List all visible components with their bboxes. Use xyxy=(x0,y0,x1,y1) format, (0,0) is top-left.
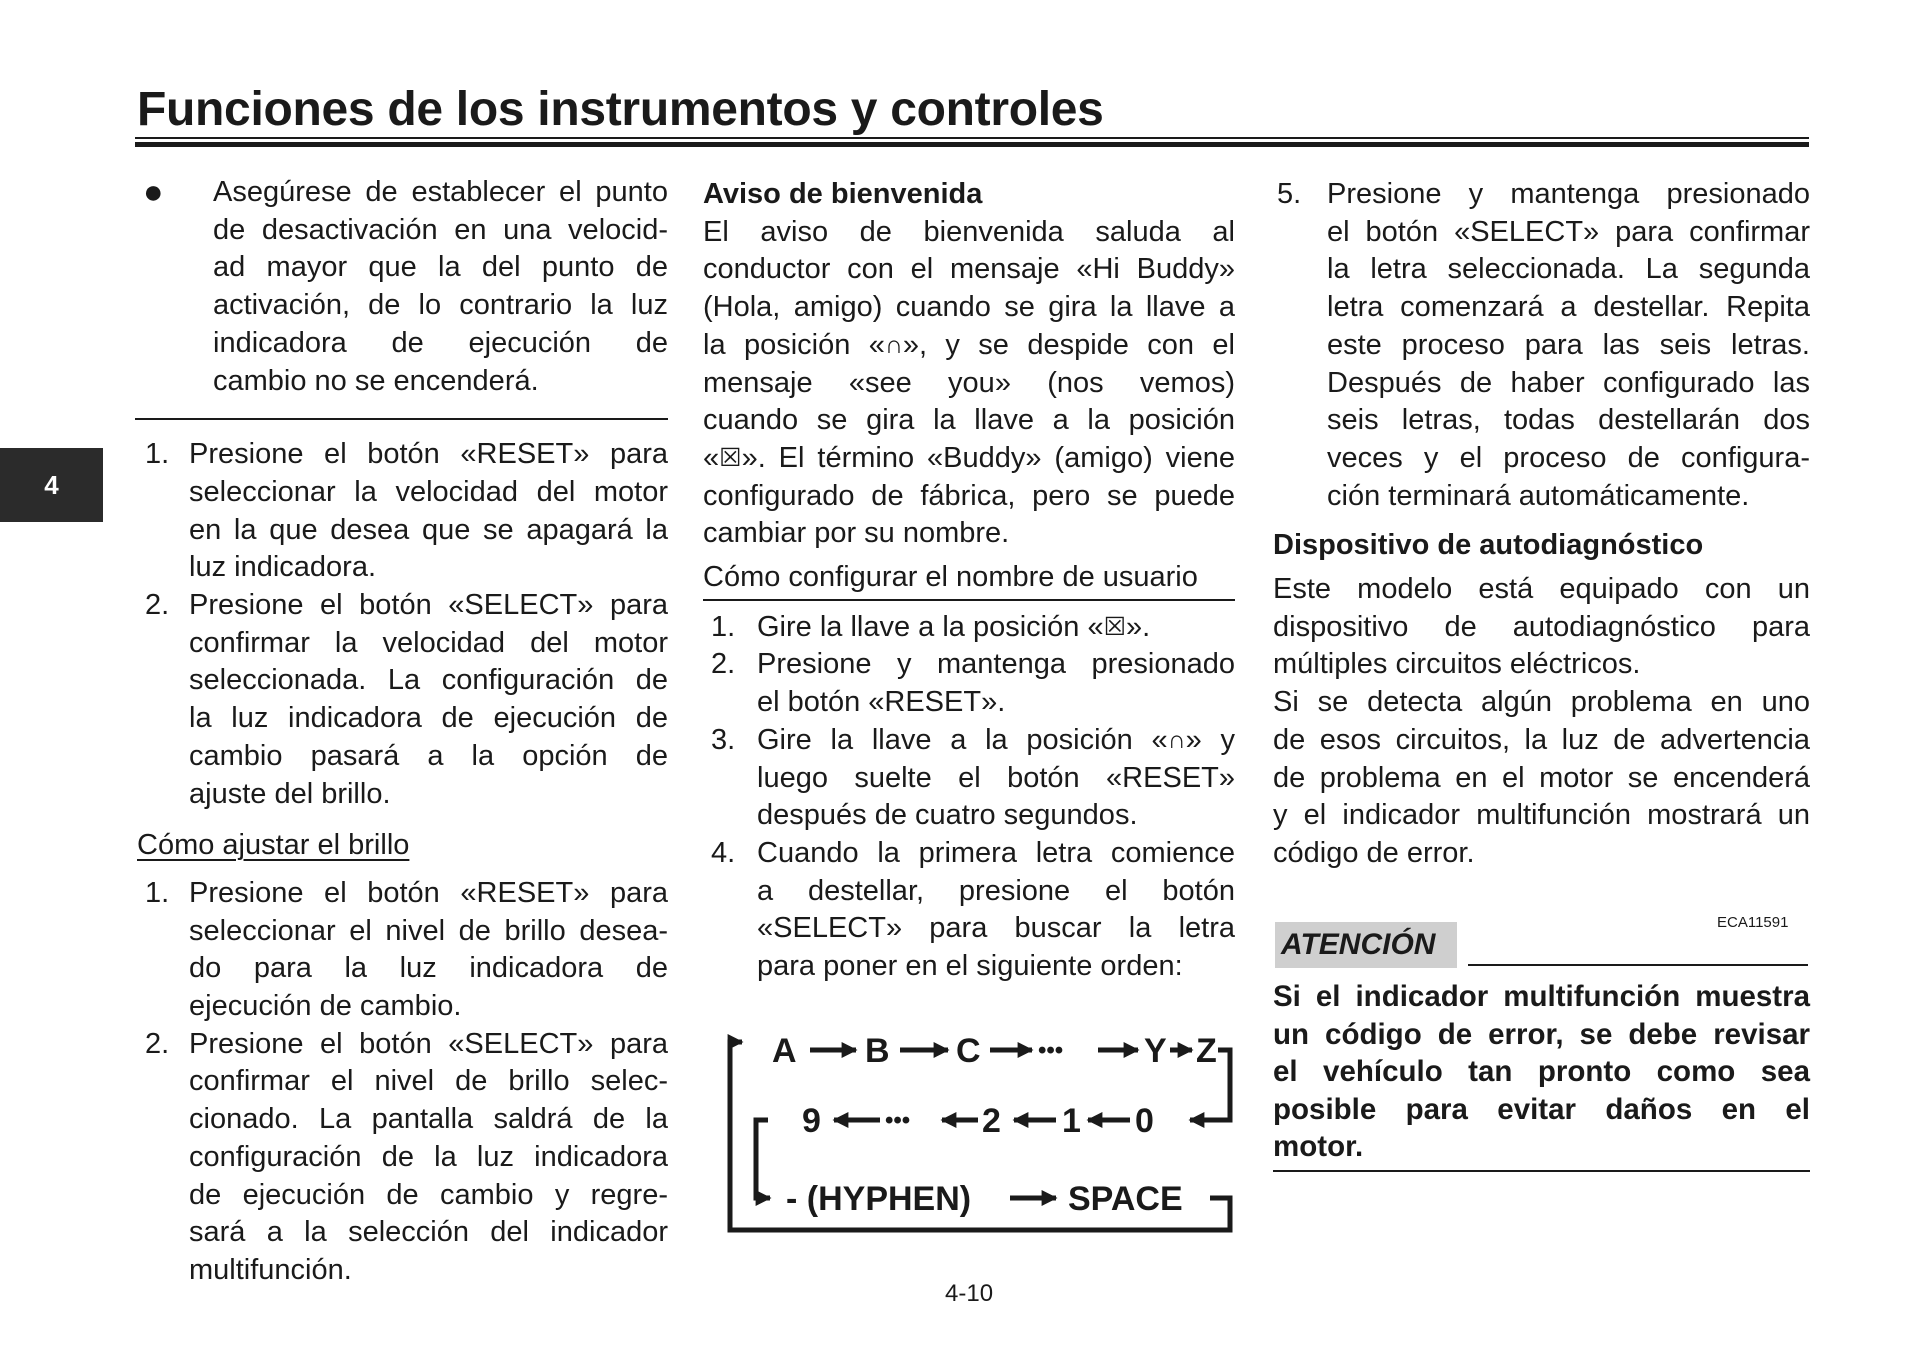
section-tab: 4 xyxy=(0,448,103,522)
text-line: cambio no se encenderá. xyxy=(213,364,539,397)
column-right xyxy=(1273,176,1810,873)
diagnostic-heading: Dispositivo de autodiagnóstico xyxy=(1273,529,1704,562)
text-line: Si el indicador multifunción muestra xyxy=(1273,980,1810,1013)
text-line: activación, de lo contrario la luz xyxy=(213,289,668,322)
section-divider xyxy=(135,418,668,420)
text-line: de problema en el motor se encenderá xyxy=(1273,761,1810,794)
welcome-paragraph xyxy=(703,214,1235,553)
text-line: «☒». El término «Buddy» (amigo) viene xyxy=(703,441,1235,474)
seq-digit-9: 9 xyxy=(802,1102,821,1140)
seq-digit-0: 0 xyxy=(1135,1102,1154,1140)
attention-rule xyxy=(1468,964,1808,966)
seq-letter-a: A xyxy=(772,1032,797,1070)
text-line: seleccionar la velocidad del motor xyxy=(189,475,668,508)
seq-digit-1: 1 xyxy=(1062,1102,1081,1140)
text-line: Presione el botón «RESET» para xyxy=(189,438,668,471)
text-line: conductor con el mensaje «Hi Buddy» xyxy=(703,253,1235,286)
list-item xyxy=(703,722,1235,835)
step-number: 1. xyxy=(145,438,170,471)
text-line: Presione y mantenga presionado xyxy=(1327,178,1810,210)
seq-ellipsis: ••• xyxy=(885,1107,911,1134)
key-off-icon: ☒ xyxy=(719,443,742,472)
attention-code: ECA11591 xyxy=(1717,914,1789,931)
text-line: código de error. xyxy=(1273,836,1475,869)
title-rule-thin xyxy=(135,137,1809,139)
text-line: ción terminará automáticamente. xyxy=(1327,479,1750,512)
key-off-icon: ☒ xyxy=(1103,612,1126,641)
text-line: en la que desea que se apagará la xyxy=(189,513,668,546)
text-line: Presione el botón «SELECT» para xyxy=(189,1027,668,1060)
seq-letter-y: Y xyxy=(1144,1032,1167,1070)
step-number: 4. xyxy=(711,836,736,869)
text-line: Si se detecta algún problema en uno xyxy=(1273,686,1810,719)
text-line: seleccionar el nivel de brillo desea- xyxy=(189,914,668,947)
text-line: configurado de fábrica, pero se puede xyxy=(703,479,1235,512)
text-line: cambio pasará a la opción de xyxy=(189,739,668,772)
loop-start-arrow xyxy=(730,1042,742,1055)
text-line: la posición «∩», y se despide con el xyxy=(703,328,1235,361)
text-line: sará a la selección del indicador xyxy=(189,1216,668,1249)
loop-left-arrow xyxy=(756,1120,770,1198)
text-line: multifunción. xyxy=(189,1253,352,1286)
step-number: 5. xyxy=(1277,178,1302,210)
column-middle xyxy=(703,176,1235,986)
text-line: después de cuatro segundos. xyxy=(757,799,1138,832)
brightness-steps xyxy=(135,875,668,1290)
text-line: la luz indicadora de ejecución de xyxy=(189,702,668,735)
seq-digit-2: 2 xyxy=(982,1102,1001,1140)
text-line: y el indicador multifunción mostrará un xyxy=(1273,799,1810,832)
text-line: de ejecución de cambio y regre- xyxy=(189,1178,668,1211)
step-number: 2. xyxy=(145,589,170,622)
welcome-heading: Aviso de bienvenida xyxy=(703,178,983,210)
page-number: 4-10 xyxy=(945,1280,994,1307)
text-line: para poner en el siguiente orden: xyxy=(757,950,1183,983)
text-line: confirmar el nivel de brillo selec- xyxy=(189,1065,668,1098)
text-line: Gire la llave a la posición «∩» y xyxy=(757,723,1235,756)
list-item xyxy=(135,436,668,587)
text-line: la letra seleccionada. La segunda xyxy=(1327,253,1810,286)
list-item xyxy=(703,835,1235,986)
letter-sequence-diagram xyxy=(720,1020,1240,1240)
text-line: ajuste del brillo. xyxy=(189,777,391,810)
text-line: este proceso para las seis letras. xyxy=(1327,328,1810,361)
step-number: 2. xyxy=(145,1027,170,1060)
step-number: 2. xyxy=(711,648,736,681)
text-line: dispositivo de autodiagnóstico para xyxy=(1273,610,1810,643)
text-line: (Hola, amigo) cuando se gira la llave a xyxy=(703,291,1235,324)
username-heading: Cómo configurar el nombre de usuario xyxy=(703,559,1235,601)
text-line: el botón «RESET». xyxy=(757,686,1006,719)
seq-ellipsis: ••• xyxy=(1038,1037,1064,1064)
key-on-icon: ∩ xyxy=(884,330,903,359)
text-line: cambiar por su nombre. xyxy=(703,517,1010,550)
text-line: el botón «SELECT» para confirmar xyxy=(1327,215,1810,248)
text-line: Gire la llave a la posición «☒». xyxy=(757,610,1151,643)
list-item xyxy=(135,875,668,1026)
title-rule-thick xyxy=(135,142,1809,147)
seq-letter-z: Z xyxy=(1196,1032,1217,1070)
page-title: Funciones de los instrumentos y controles xyxy=(137,83,1104,136)
list-item xyxy=(135,587,668,813)
text-line: veces y el proceso de configura- xyxy=(1327,441,1810,474)
text-line: Este modelo está equipado con un xyxy=(1273,573,1810,606)
text-line: de esos circuitos, la luz de advertencia xyxy=(1273,723,1810,756)
bullet-note-text xyxy=(213,174,668,400)
text-line: ejecución de cambio. xyxy=(189,990,462,1023)
text-line: seleccionada. La configuración de xyxy=(189,664,668,697)
text-line: posible para evitar daños en el xyxy=(1273,1092,1810,1126)
text-line: Presione y mantenga presionado xyxy=(757,648,1235,681)
attention-label: ATENCIÓN xyxy=(1275,922,1457,968)
text-line: múltiples circuitos eléctricos. xyxy=(1273,648,1641,681)
text-line: Cuando la primera letra comience xyxy=(757,836,1235,869)
text-line: Presione el botón «RESET» para xyxy=(189,876,668,909)
text-line: ad mayor que la del punto de xyxy=(213,251,668,284)
username-steps xyxy=(703,609,1235,986)
text-line: motor. xyxy=(1273,1130,1364,1163)
seq-hyphen: - (HYPHEN) xyxy=(786,1180,972,1218)
text-line: luz indicadora. xyxy=(189,551,376,584)
text-line: un código de error, se debe revisar xyxy=(1273,1017,1810,1051)
list-item xyxy=(703,646,1235,721)
list-item xyxy=(135,1026,668,1290)
text-line: Presione el botón «SELECT» para xyxy=(189,589,668,622)
step-number: 1. xyxy=(145,876,170,909)
text-line: Después de haber configurado las xyxy=(1327,366,1810,399)
seq-letter-b: B xyxy=(865,1032,890,1070)
column-left xyxy=(135,174,668,1290)
text-line: luego suelte el botón «RESET» xyxy=(757,761,1235,794)
text-line: confirmar la velocidad del motor xyxy=(189,626,668,659)
text-line: Asegúrese de establecer el punto xyxy=(213,176,668,208)
text-line: el vehículo tan pronto como sea xyxy=(1273,1055,1810,1088)
text-line: cionado. La pantalla saldrá de la xyxy=(189,1103,668,1136)
step-number: 1. xyxy=(711,610,736,643)
seq-letter-c: C xyxy=(956,1032,981,1070)
attention-warning xyxy=(1273,978,1810,1166)
text-line: cuando se gira la llave a la posición xyxy=(703,404,1235,437)
key-on-icon: ∩ xyxy=(1167,725,1186,754)
text-line: indicadora de ejecución de xyxy=(213,326,668,359)
attention-bottom-rule xyxy=(1273,1170,1810,1172)
text-line: configuración de la luz indicadora xyxy=(189,1140,668,1173)
speed-steps xyxy=(135,436,668,813)
list-item xyxy=(1273,176,1810,515)
text-line: de desactivación en una velocid- xyxy=(213,213,668,246)
step-number: 3. xyxy=(711,723,736,756)
list-item xyxy=(703,609,1235,647)
text-line: seis letras, todas destellarán dos xyxy=(1327,404,1810,437)
seq-space: SPACE xyxy=(1068,1180,1183,1218)
text-line: El aviso de bienvenida saluda al xyxy=(703,215,1235,248)
text-line: do para la luz indicadora de xyxy=(189,952,668,985)
bullet-note xyxy=(135,174,668,400)
diagnostic-paragraph xyxy=(1273,571,1810,873)
text-line: «SELECT» para buscar la letra xyxy=(757,912,1235,945)
bullet-dot-icon: ● xyxy=(143,173,164,211)
text-line: mensaje «see you» (nos vemos) xyxy=(703,366,1235,399)
text-line: letra comenzará a destellar. Repita xyxy=(1327,291,1810,324)
brightness-heading: Cómo ajustar el brillo xyxy=(137,829,410,862)
text-line: a destellar, presione el botón xyxy=(757,874,1235,907)
